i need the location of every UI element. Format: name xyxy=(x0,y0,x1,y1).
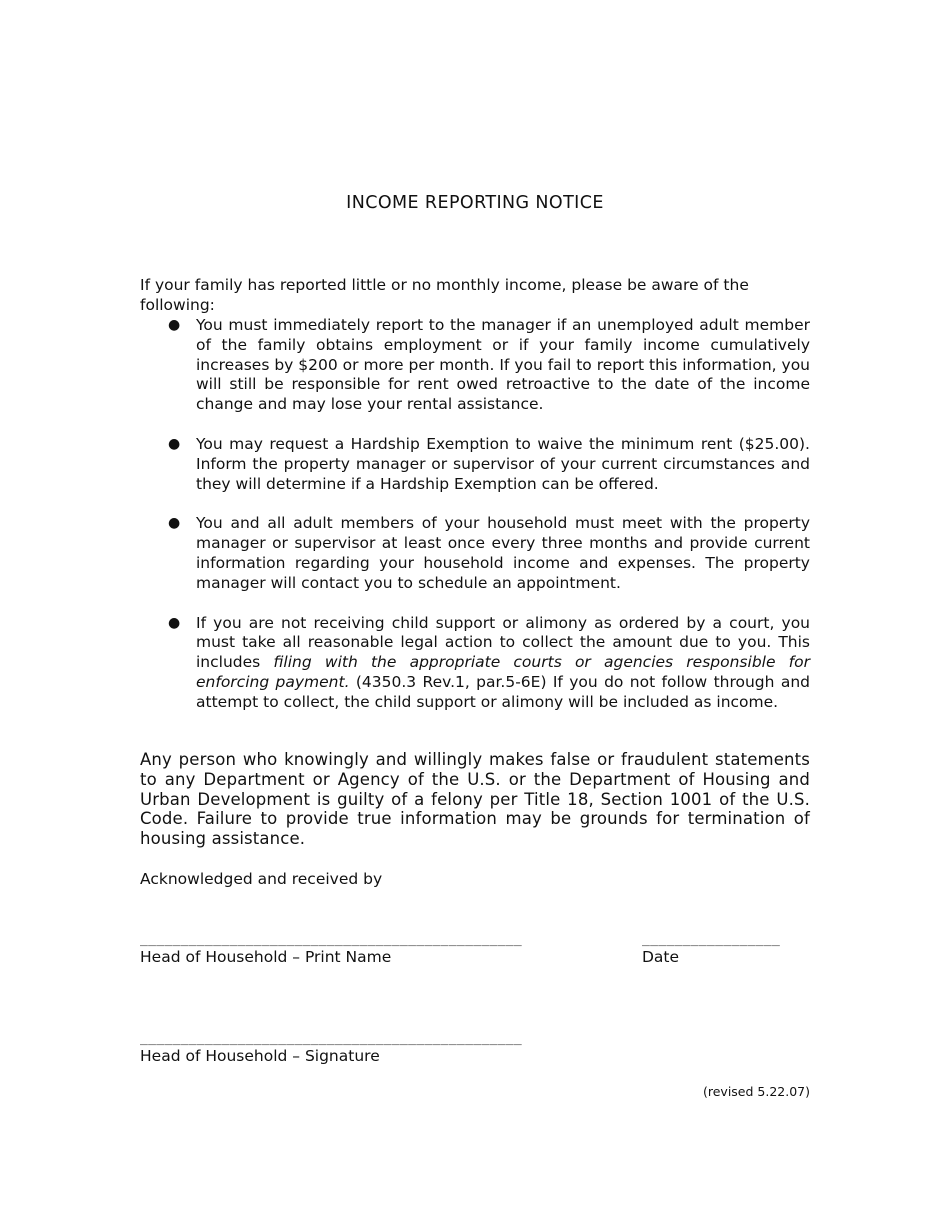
bullet-icon: ● xyxy=(168,435,181,452)
revision-note: (revised 5.22.07) xyxy=(702,1084,810,1099)
date-label: Date xyxy=(642,948,680,966)
bullet-text-after: (4350.3 Rev.1, par.5-6E) If you do not follow through and attempt to collect, the child support or alimony will be included as income. xyxy=(196,672,810,711)
bullet-text: You must immediately report to the manager if an unemployed adult member of the family obtains employment or if your family income cumulatively increases by $200 or more per month. If you fail to report this information, you will still be responsible for rent owed retroactive to the date of the income change and may lose your rental assistance. xyxy=(196,316,810,414)
bullet-icon: ● xyxy=(168,614,181,631)
bullet-item-hardship-exemption xyxy=(140,435,810,494)
print-name-label: Head of Household – Print Name xyxy=(140,948,392,966)
bullet-text-before: If you are not receiving child support or alimony as ordered by a court, you must take all reasonable legal action to collect the amount due to you. This includes xyxy=(196,613,810,672)
bullet-text: You and all adult members of your household must meet with the property manager or supervisor at least once every three months and provide current information regarding your household income and expenses. The property manager will contact you to schedule an appointment. xyxy=(196,514,810,592)
acknowledgement-text: Acknowledged and received by xyxy=(140,870,383,888)
date-line[interactable]: _________________ xyxy=(642,932,781,947)
fraud-warning-paragraph: Any person who knowingly and willingly makes false or fraudulent statements to any Department or Agency of the U.S. or the Department of Housing and Urban Development is guilty of a felony per Title 18, Section 1001 of the U.S. Code. Failure to provide true information may be grounds for termination of housing assistance. xyxy=(140,750,810,849)
print-name-line[interactable]: _______________________________________________ xyxy=(140,932,522,947)
bullet-icon: ● xyxy=(168,515,181,532)
bullet-text-italic: filing with the appropriate courts or agencies responsible for enforcing payment. xyxy=(196,653,810,691)
signature-label: Head of Household – Signature xyxy=(140,1047,380,1065)
notice-bullet-list xyxy=(140,316,810,733)
bullet-text: You may request a Hardship Exemption to waive the minimum rent ($25.00). Inform the property manager or supervisor of your current circumstances and they will determine if a Hardship Exemption can be offered. xyxy=(196,434,810,493)
document-title: INCOME REPORTING NOTICE xyxy=(346,193,604,213)
bullet-item-child-support xyxy=(140,614,810,713)
bullet-item-quarterly-meeting xyxy=(140,514,810,593)
signature-line[interactable]: _______________________________________________ xyxy=(140,1031,522,1046)
intro-paragraph: If your family has reported little or no monthly income, please be aware of the following: xyxy=(140,276,749,314)
bullet-icon: ● xyxy=(168,317,181,333)
bullet-item-report-employment xyxy=(140,316,810,415)
